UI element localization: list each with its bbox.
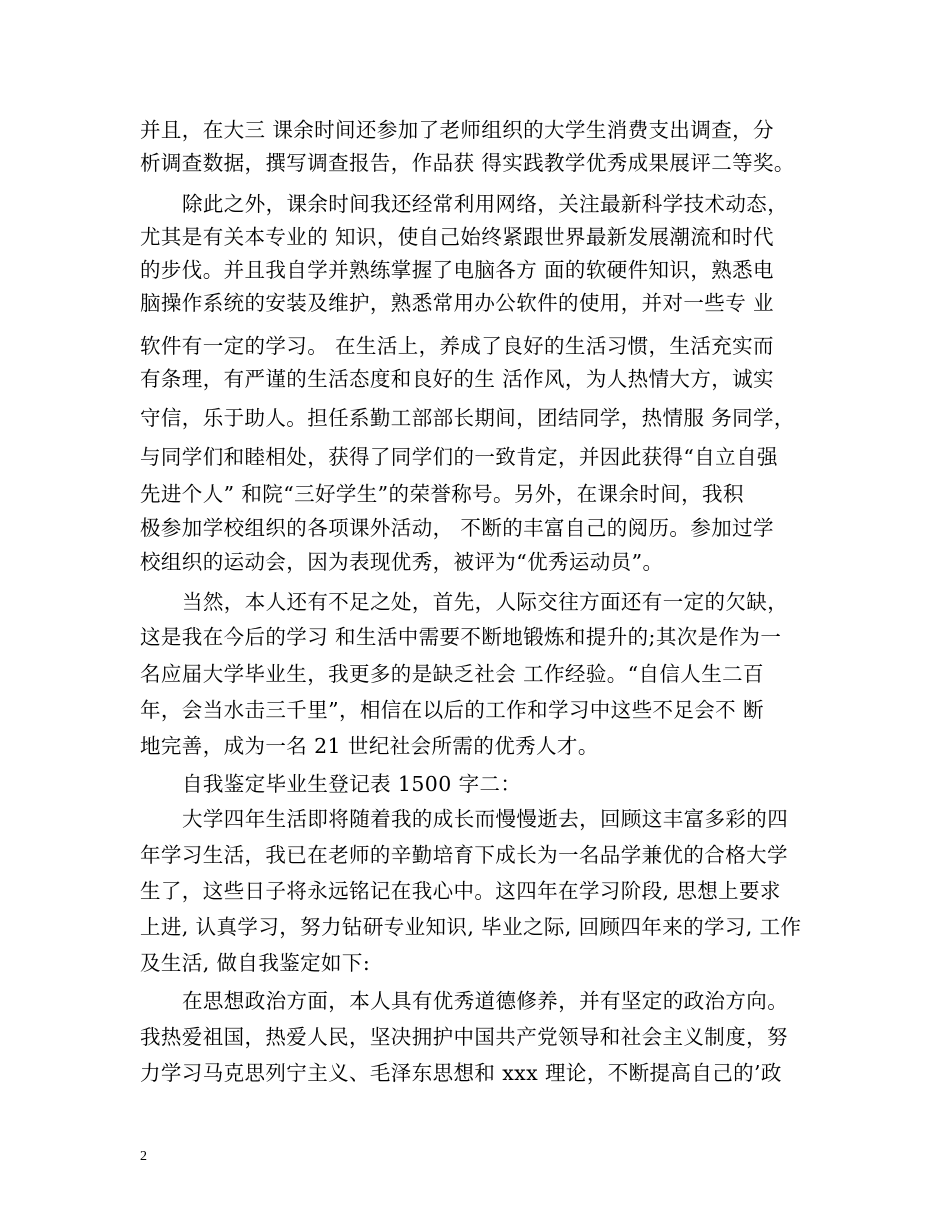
text-line: 有条理，有严谨的生活态度和良好的生 活作风，为人热情大方，诚实	[140, 367, 774, 391]
text-line: 校组织的运动会，因为表现优秀，被评为“优秀运动员”。	[140, 550, 664, 574]
text-line: 与同学们和睦相处，获得了同学们的一致肯定，并因此获得“自立自强	[140, 445, 778, 469]
text-line: 力学习马克思列宁主义、毛泽东思想和 xxx 理论，不断提高自己的’政	[140, 1061, 782, 1085]
text-line: 软件有一定的学习。 在生活上，养成了良好的生活习惯，生活充实而	[140, 334, 774, 358]
text-line: 在思想政治方面，本人具有优秀道德修养，并有坚定的政治方向。	[182, 989, 789, 1013]
text-line: 当然，本人还有不足之处，首先，人际交往方面还有一定的欠缺，	[182, 590, 789, 614]
text-line: 我热爱祖国，热爱人民，坚决拥护中国共产党领导和社会主义制度，努	[140, 1025, 788, 1049]
text-line: 年，会当水击三千里”，相信在以后的工作和学习中这些不足会不 断	[140, 698, 764, 722]
text-line: 尤其是有关本专业的 知识，使自己始终紧跟世界最新发展潮流和时代	[140, 225, 774, 249]
text-line: 先进个人” 和院“三好学生”的荣誉称号。另外，在课余时间，我积	[140, 482, 744, 506]
text-line: 地完善，成为一名 21 世纪社会所需的优秀人才。	[140, 734, 599, 758]
text-line: 除此之外，课余时间我还经常利用网络，关注最新科学技术动态，	[182, 192, 789, 216]
text-line: 这是我在今后的学习 和生活中需要不断地锻炼和提升的;其次是作为一	[140, 625, 782, 649]
text-line: 生了，这些日子将永远铭记在我心中。这四年在学习阶段, 思想上要求	[140, 879, 781, 903]
text-line: 并且，在大三 课余时间还参加了老师组织的大学生消费支出调查，分	[140, 118, 774, 142]
text-line: 大学四年生活即将随着我的成长而慢慢逝去，回顾这丰富多彩的四	[182, 807, 789, 831]
text-line: 极参加学校组织的各项课外活动， 不断的丰富自己的阅历。参加过学	[140, 516, 774, 540]
text-line: 的步伐。并且我自学并熟练掌握了电脑各方 面的软硬件知识，熟悉电	[140, 258, 774, 282]
text-line: 脑操作系统的安装及维护，熟悉常用办公软件的使用，并对一些专 业	[140, 291, 774, 315]
text-line: 名应届大学毕业生，我更多的是缺乏社会 工作经验。“自信人生二百	[140, 662, 764, 686]
text-line: 及生活, 做自我鉴定如下:	[140, 951, 371, 975]
text-line: 年学习生活，我已在老师的辛勤培育下成长为一名品学兼优的合格大学	[140, 843, 788, 867]
text-line: 自我鉴定毕业生登记表 1500 字二：	[182, 772, 522, 796]
text-line: 上进, 认真学习，努力钻研专业知识, 毕业之际, 回顾四年来的学习, 工作	[140, 915, 802, 939]
text-line: 守信，乐于助人。担任系勤工部部长期间，团结同学，热情服 务同学，	[140, 406, 795, 430]
text-line: 析调查数据，撰写调查报告，作品获 得实践教学优秀成果展评二等奖。	[140, 151, 795, 175]
page-number: 2	[140, 1149, 147, 1164]
